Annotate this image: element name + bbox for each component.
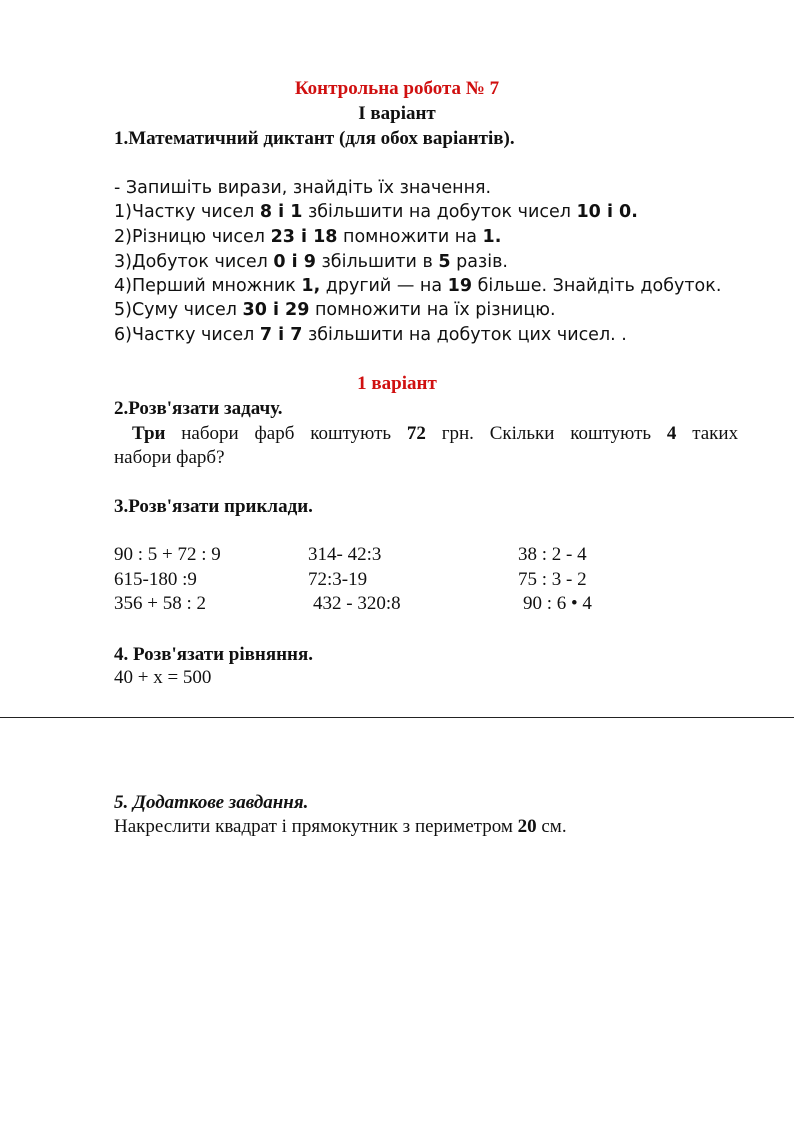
- variant-2-heading: 1 варіант: [357, 373, 437, 394]
- example-expression: 356 + 58 : 2: [114, 593, 206, 614]
- task5-heading: 5. Додаткове завдання.: [114, 792, 309, 813]
- task3-heading: 3.Розв'язати приклади.: [114, 496, 313, 517]
- example-expression: 72:3-19: [308, 569, 368, 590]
- page-title: Контрольна робота № 7: [294, 78, 500, 99]
- dictation-item: 4)Перший множник 1, другий — на 19 більше. Знайдіть добуток.: [114, 276, 722, 296]
- task4-heading: 4. Розв'язати рівняння.: [114, 644, 314, 665]
- equation: 40 + х = 500: [114, 667, 212, 688]
- example-expression: 90 : 6 • 4: [523, 593, 592, 614]
- task1-heading: 1.Математичний диктант (для обох варіантів).: [114, 128, 515, 149]
- variant-heading: І варіант: [358, 103, 436, 124]
- dictation-item: 3)Добуток чисел 0 і 9 збільшити в 5 разів.: [114, 252, 508, 272]
- task2-heading: 2.Розв'язати задачу.: [114, 398, 283, 419]
- task2-problem-line: набори фарб?: [114, 447, 225, 468]
- example-expression: 90 : 5 + 72 : 9: [114, 544, 221, 565]
- dictation-item: 6)Частку чисел 7 і 7 збільшити на добуток цих чисел. .: [114, 325, 627, 345]
- example-expression: 314- 42:3: [308, 544, 382, 565]
- example-expression: 38 : 2 - 4: [518, 544, 587, 565]
- example-expression: 615-180 :9: [114, 569, 197, 590]
- dictation-item: 1)Частку чисел 8 і 1 збільшити на добуток чисел 10 і 0.: [114, 202, 638, 222]
- dictation-item: 2)Різницю чисел 23 і 18 помножити на 1.: [114, 227, 502, 247]
- example-expression: 75 : 3 - 2: [518, 569, 587, 590]
- task1-instruction: - Запишіть вирази, знайдіть їх значення.: [114, 178, 492, 198]
- horizontal-divider: [0, 717, 794, 718]
- task2-problem-line: Три набори фарб коштують 72 грн. Скільки коштують 4 таких: [132, 423, 739, 444]
- dictation-item: 5)Суму чисел 30 і 29 помножити на їх різницю.: [114, 300, 556, 320]
- example-expression: 432 - 320:8: [313, 593, 401, 614]
- task5-text: Накреслити квадрат і прямокутник з периметром 20 см.: [114, 816, 567, 837]
